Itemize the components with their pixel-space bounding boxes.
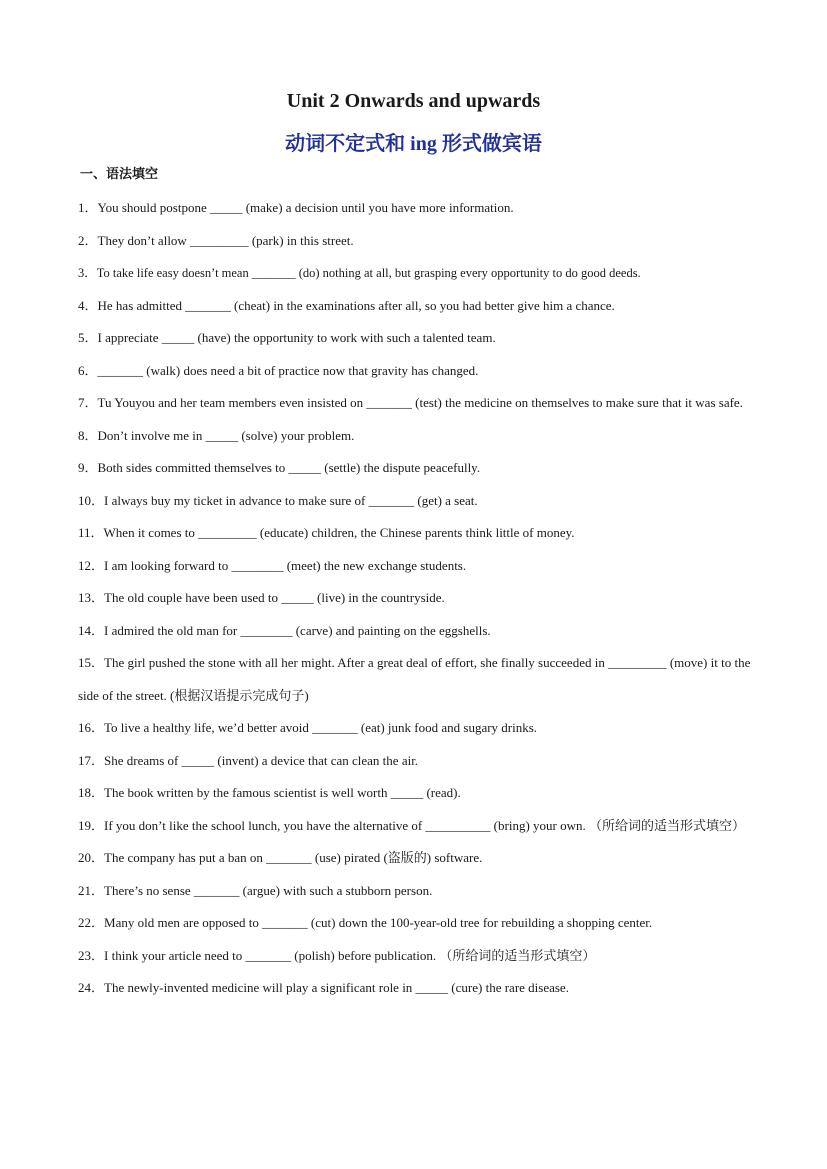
question-text: The old couple have been used to _____ (live) in the countryside. [104, 590, 445, 605]
question-item [78, 615, 758, 648]
question-item [78, 582, 758, 615]
question-text: Many old men are opposed to _______ (cut) down the 100-year-old tree for rebuilding a shopping center. [104, 915, 653, 930]
question-number: 22． [78, 915, 105, 930]
question-text: You should postpone _____ (make) a decision until you have more information. [97, 200, 514, 215]
question-item [78, 745, 758, 778]
question-number: 1． [78, 200, 98, 215]
question-number: 10． [78, 492, 105, 508]
question-text: Both sides committed themselves to _____ (settle) the dispute peacefully. [97, 460, 481, 475]
question-item [78, 940, 758, 973]
question-text: To take life easy doesn’t mean _______ (do) nothing at all, but grasping every opportunity to do good deeds. [96, 266, 641, 280]
question-item [78, 225, 758, 258]
question-number: 21． [78, 882, 105, 898]
question-number: 13． [78, 590, 105, 605]
question-item [78, 355, 758, 388]
question-text: I appreciate _____ (have) the opportunity to work with such a talented team. [97, 330, 496, 345]
question-number: 17． [78, 752, 105, 768]
question-number: 9． [78, 460, 98, 475]
question-number: 16． [78, 720, 105, 735]
question-number: 19． [78, 817, 105, 833]
question-text: They don’t allow _________ (park) in this street. [97, 232, 354, 248]
question-text: The newly-invented medicine will play a significant role in _____ (cure) the rare disease. [104, 980, 569, 995]
question-text: She dreams of _____ (invent) a device that can clean the air. [104, 752, 419, 768]
question-text: If you don’t like the school lunch, you have the alternative of __________ (bring) your own. （所给词的适当形式填空） [104, 817, 746, 833]
question-item [78, 517, 758, 550]
question-item [78, 322, 758, 355]
question-item [78, 192, 758, 225]
question-text: I always buy my ticket in advance to make sure of _______ (get) a seat. [104, 492, 478, 508]
question-item [78, 842, 758, 875]
question-number: 14． [78, 622, 105, 638]
question-text: When it comes to _________ (educate) children, the Chinese parents think little of money. [103, 525, 575, 540]
question-number: 18． [78, 785, 105, 800]
question-text: The book written by the famous scientist is well worth _____ (read). [104, 785, 461, 800]
question-item [78, 777, 758, 810]
question-item [78, 485, 758, 518]
question-number: 3． [78, 266, 97, 280]
question-number: 23． [78, 947, 105, 963]
question-number: 24． [78, 980, 105, 995]
question-number: 6． [78, 362, 98, 378]
question-text: I think your article need to _______ (polish) before publication. （所给词的适当形式填空） [104, 947, 596, 963]
question-item [78, 647, 758, 712]
question-number: 12． [78, 557, 105, 573]
question-number: 8． [78, 427, 98, 443]
question-item [78, 290, 758, 323]
question-item [78, 420, 758, 453]
question-number: 5． [78, 330, 98, 345]
question-number: 2． [78, 232, 98, 248]
question-number: 4． [78, 297, 98, 313]
question-item [78, 810, 758, 843]
question-item [78, 550, 758, 583]
question-item [78, 257, 758, 290]
page-title: Unit 2 Onwards and upwards [286, 90, 541, 112]
question-item [78, 387, 758, 420]
question-item [78, 452, 758, 485]
question-item [78, 875, 758, 908]
question-text: There’s no sense _______ (argue) with such a stubborn person. [104, 882, 433, 898]
question-number: 20． [78, 850, 105, 865]
question-text: Don’t involve me in _____ (solve) your problem. [97, 427, 355, 443]
question-item [78, 972, 758, 1005]
question-list [78, 192, 758, 1005]
question-text: The company has put a ban on _______ (use) pirated (盗版的) software. [104, 850, 483, 865]
question-text: He has admitted _______ (cheat) in the examinations after all, so you had better give him a chance. [97, 297, 615, 313]
page-subtitle: 动词不定式和 ing 形式做宾语 [285, 133, 542, 155]
question-text: I am looking forward to ________ (meet) the new exchange students. [104, 557, 467, 573]
question-item [78, 907, 758, 940]
question-number: 15． [78, 655, 105, 670]
question-text: I admired the old man for ________ (carve) and painting on the eggshells. [104, 622, 491, 638]
question-number: 11． [78, 525, 104, 540]
question-text: Tu Youyou and her team members even insisted on _______ (test) the medicine on themselves to make sure that it was safe. [97, 395, 743, 410]
question-text: _______ (walk) does need a bit of practice now that gravity has changed. [97, 362, 479, 378]
question-number: 7． [78, 395, 98, 410]
question-item [78, 712, 758, 745]
question-text: To live a healthy life, we’d better avoid _______ (eat) junk food and sugary drinks. [104, 720, 538, 735]
section-heading: 一、语法填空 [80, 167, 159, 182]
question-text: The girl pushed the stone with all her might. After a great deal of effort, she finally succeeded in _________ (move) it to the side of the street. (根据汉语提示完成句子) [78, 655, 751, 703]
